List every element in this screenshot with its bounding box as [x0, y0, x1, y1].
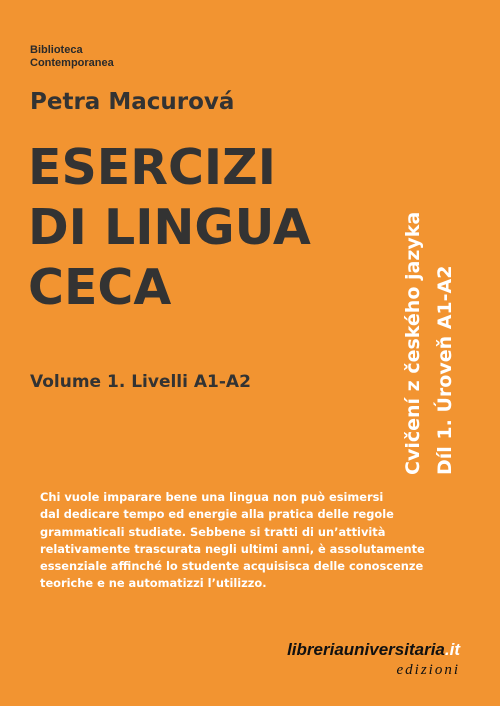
czech-title-line-1: Cvičení z českého jazyka: [402, 211, 424, 475]
blurb-line: grammaticali studiate. Sebbene si tratti di un’attività: [40, 524, 386, 539]
title-line-2: DI LINGUA: [28, 199, 311, 256]
czech-title: [397, 170, 467, 475]
cover-blurb: [40, 489, 470, 593]
blurb-line: teoriche e ne automatizzi l’utilizzo.: [40, 576, 267, 591]
publisher-logo: [274, 640, 460, 679]
czech-title-line-2: Díl 1. Úroveň A1-A2: [434, 265, 456, 475]
volume-subtitle: Volume 1. Livelli A1-A2: [30, 372, 251, 392]
author-name: Petra Macurová: [30, 89, 235, 115]
title-line-3: CECA: [28, 259, 172, 316]
book-title: [28, 138, 311, 318]
blurb-line: Chi vuole imparare bene una lingua non può esimersi: [40, 490, 384, 504]
publisher-name-tld: .it: [444, 640, 460, 659]
blurb-line: relativamente trascurata negli ultimi anni, è assolutamente: [40, 541, 425, 556]
series-name: [30, 44, 114, 70]
series-line-1: Biblioteca: [30, 44, 83, 56]
publisher-imprint: edizioni: [396, 662, 460, 678]
title-line-1: ESERCIZI: [28, 139, 276, 196]
blurb-line: dal dedicare tempo ed energie alla pratica delle regole: [40, 507, 394, 522]
publisher-name: [287, 640, 460, 660]
publisher-name-main: libreriauniversitaria: [287, 640, 445, 659]
series-line-2: Contemporanea: [30, 57, 114, 69]
blurb-line: essenziale affinché lo studente acquisisca delle conoscenze: [40, 559, 424, 574]
